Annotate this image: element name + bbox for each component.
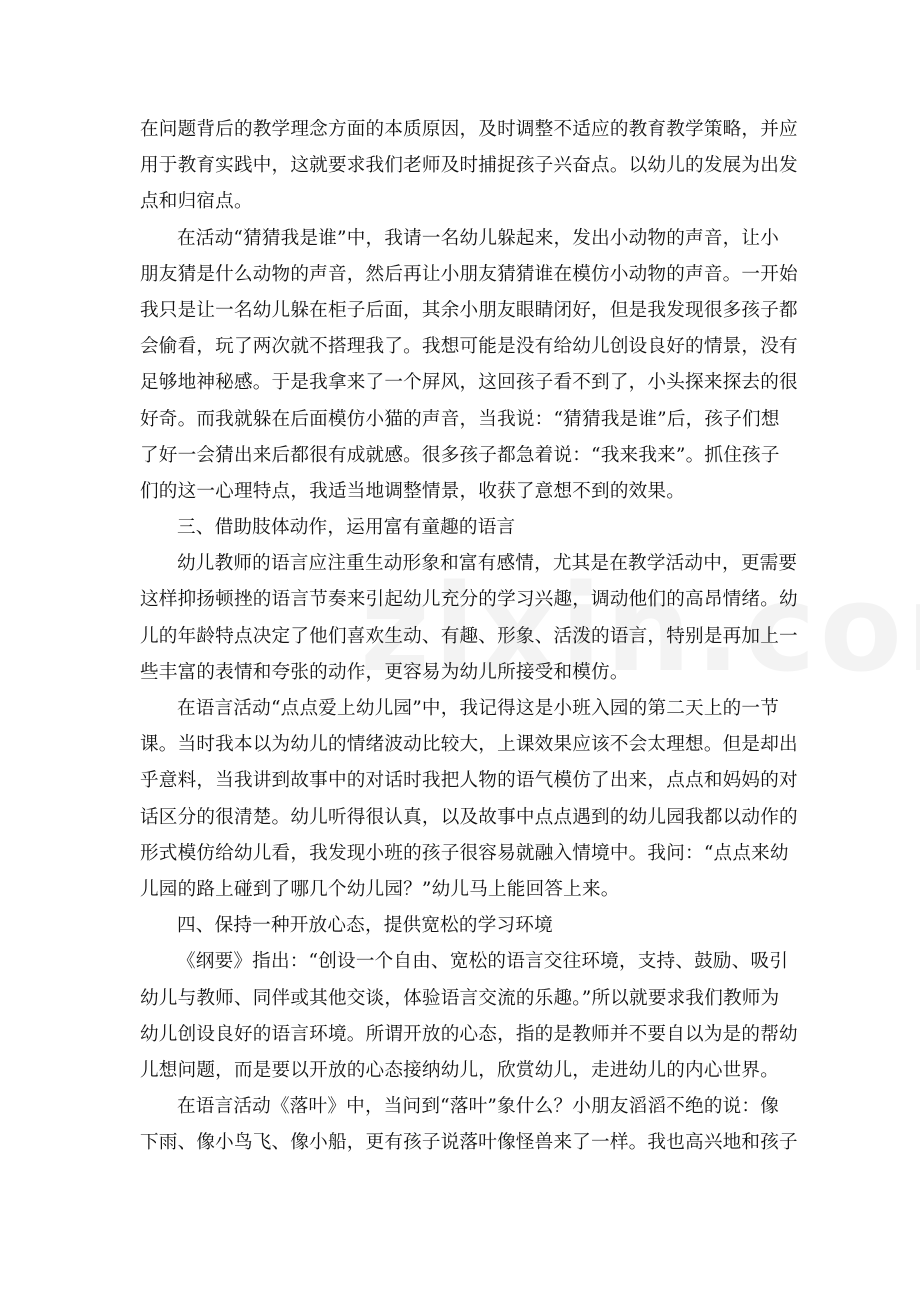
text-line: 在问题背后的教学理念方面的本质原因，及时调整不适应的教育教学策略，并应 [140,119,798,140]
text-line: 足够地神秘感。于是我拿来了一个屏风，这回孩子看不到了，小头探来探去的很 [140,372,798,394]
text-line: 乎意料，当我讲到故事中的对话时我把人物的语气模仿了出来，点点和妈妈的对 [140,770,798,792]
text-line: 话区分的很清楚。幼儿听得很认真，以及故事中点点遇到的幼儿园我都以动作的 [140,806,798,828]
text-line: 形式模仿给幼儿看，我发现小班的孩子很容易就融入情境中。我问：“点点来幼 [140,842,789,864]
text-line: 这样抑扬顿挫的语言节奏来引起幼儿充分的学习兴趣，调动他们的高昂情绪。幼 [140,589,798,611]
text-line: 点和归宿点。 [140,191,253,213]
text-line: 在语言活动《落叶》中，当问到“落叶”象什么？小朋友滔滔不绝的说：像 [177,1096,780,1118]
text-line: 四、保持一种开放心态，提供宽松的学习环境 [177,915,553,937]
text-line: 在活动“猜猜我是谁”中，我请一名幼儿躲起来，发出小动物的声音，让小 [177,227,780,249]
text-line: 幼儿创设良好的语言环境。所谓开放的心态，指的是教师并不要自以为是的帮幼 [140,1023,798,1045]
text-line: 了好一会猜出来后都很有成就感。很多孩子都急着说：“我来我来”。抓住孩子 [140,444,780,466]
text-line: 儿想问题，而是要以开放的心态接纳幼儿，欣赏幼儿，走进幼儿的内心世界。 [140,1059,779,1081]
text-line: 在语言活动“点点爱上幼儿园”中，我记得这是小班入园的第二天上的一节 [177,698,780,719]
text-line: 们的这一心理特点，我适当地调整情景，收获了意想不到的效果。 [140,480,686,502]
text-line: 朋友猜是什么动物的声音，然后再让小朋友猜猜谁在模仿小动物的声音。一开始 [140,263,798,285]
text-line: 下雨、像小鸟飞、像小船，更有孩子说落叶像怪兽来了一样。我也高兴地和孩子 [140,1132,798,1154]
text-line: 儿的年龄特点决定了他们喜欢生动、有趣、形象、活泼的语言，特别是再加上一 [140,625,798,647]
text-line: 幼儿教师的语言应注重生动形象和富有感情，尤其是在教学活动中，更需要 [177,553,798,575]
text-line: 《纲要》指出：“创设一个自由、宽松的语言交往环境，支持、鼓励、吸引 [177,951,789,973]
text-line: 用于教育实践中，这就要求我们老师及时捕捉孩子兴奋点。以幼儿的发展为出发 [140,155,798,177]
text-line: 会偷看，玩了两次就不搭理我了。我想可能是没有给幼儿创设良好的情景，没有 [140,336,798,358]
text-line: 我只是让一名幼儿躲在柜子后面，其余小朋友眼睛闭好，但是我发现很多孩子都 [140,299,798,321]
text-line: 幼儿与教师、同伴或其他交谈，体验语言交流的乐趣。”所以就要求我们教师为 [140,987,780,1009]
text-line: 好奇。而我就躲在后面模仿小猫的声音，当我说：“猜猜我是谁”后，孩子们想 [140,408,780,430]
text-line: 些丰富的表情和夸张的动作，更容易为幼儿所接受和模仿。 [140,661,629,683]
text-line: 三、借助肢体动作，运用富有童趣的语言 [177,517,516,539]
text-line: 儿园的路上碰到了哪几个幼儿园？”幼儿马上能回答上来。 [140,878,620,900]
text-line: 课。当时我本以为幼儿的情绪波动比较大，上课效果应该不会太理想。但是却出 [140,734,798,756]
document-body [140,112,798,1161]
